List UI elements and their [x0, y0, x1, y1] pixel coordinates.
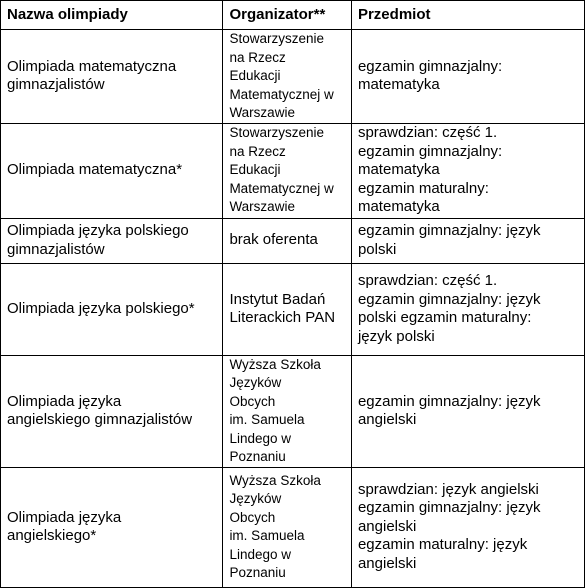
- organizer-cell: [223, 218, 352, 263]
- olympiad-name-cell-line: Olimpiada języka: [7, 392, 122, 410]
- organizer-cell-line: Obcych: [229, 393, 276, 409]
- organizer-cell-line: Poznaniu: [229, 449, 286, 464]
- organizer-cell-line: Matematycznej w: [229, 180, 334, 196]
- subject-cell-line: egzamin gimnazjalny: język: [357, 392, 541, 410]
- olympiad-name-cell-line: Olimpiada języka: [7, 508, 122, 526]
- organizer-cell: [223, 30, 352, 124]
- olympiad-name-cell: [1, 30, 223, 124]
- subject-cell-line: sprawdzian: język angielski: [357, 480, 539, 498]
- table-row: [1, 355, 585, 467]
- organizer-cell-line: Wyższa Szkoła: [229, 356, 321, 372]
- olympiad-name-cell-line: Olimpiada matematyczna: [7, 57, 177, 75]
- organizer-cell-line: Obcych: [229, 509, 276, 525]
- subject-cell-line: egzamin maturalny: język: [357, 536, 528, 554]
- organizer-cell-line: Instytut Badań: [229, 290, 326, 308]
- subject-cell-line: matematyka: [357, 161, 440, 179]
- subject-cell-line: sprawdzian: część 1.: [357, 124, 498, 142]
- organizer-cell: [223, 467, 352, 587]
- subject-cell-line: sprawdzian: część 1.: [357, 272, 498, 289]
- subject-cell-line: język polski: [357, 327, 435, 345]
- olympiad-name-cell: [1, 467, 223, 587]
- subject-cell-line: angielski: [357, 554, 417, 572]
- organizer-cell-line: Warszawie: [229, 199, 295, 215]
- subject-cell-line: egzamin gimnazjalny: język: [357, 499, 541, 517]
- organizer-cell-line: Stowarzyszenie: [229, 31, 324, 46]
- organizer-cell-line: na Rzecz: [229, 49, 286, 65]
- organizer-cell-line: Wyższa Szkoła: [229, 472, 321, 488]
- olympiad-name-cell-line: angielskiego gimnazjalistów: [7, 411, 193, 428]
- olympiad-name-cell: [1, 355, 223, 467]
- organizer-cell: [223, 123, 352, 218]
- organizer-cell-line: Edukacji: [229, 68, 281, 83]
- organizer-cell-line: Warszawie: [229, 105, 295, 120]
- organizer-cell-line: Matematycznej w: [229, 86, 334, 102]
- subject-cell: [351, 30, 584, 124]
- organizer-cell-line: Języków: [229, 491, 282, 506]
- organizer-cell-line: im. Samuela: [229, 528, 305, 543]
- subject-cell-line: egzamin gimnazjalny:: [357, 57, 503, 75]
- header-organizer: Organizator**: [223, 1, 352, 30]
- subject-cell-line: egzamin gimnazjalny:: [357, 142, 503, 160]
- organizer-cell-line: Lindego w: [229, 430, 291, 446]
- organizer-cell-line: Języków: [229, 375, 282, 390]
- subject-cell-line: egzamin maturalny:: [357, 179, 489, 197]
- subject-cell-line: polski egzamin maturalny:: [357, 309, 532, 326]
- olympiad-name-cell-line: gimnazjalistów: [7, 76, 105, 94]
- subject-cell-line: matematyka: [357, 76, 440, 94]
- organizer-cell-line: Lindego w: [229, 546, 291, 562]
- subject-cell: [351, 467, 584, 587]
- header-name: Nazwa olimpiady: [1, 1, 223, 30]
- table-row: [1, 467, 585, 587]
- organizer-cell-line: Literackich PAN: [229, 309, 336, 326]
- subject-cell: [351, 123, 584, 218]
- organizer-cell-line: na Rzecz: [229, 143, 286, 159]
- olympiad-name-cell-line: Olimpiada języka polskiego*: [7, 299, 195, 317]
- organizer-cell: [223, 355, 352, 467]
- organizer-cell-line: brak oferenta: [229, 231, 318, 249]
- subject-cell-line: angielski: [357, 411, 417, 428]
- table-row: [1, 218, 585, 263]
- subject-cell: [351, 263, 584, 355]
- olympiad-name-cell-line: gimnazjalistów: [7, 240, 105, 258]
- organizer-cell-line: Stowarzyszenie: [229, 125, 324, 141]
- table-row: [1, 123, 585, 218]
- olympiad-name-cell-line: Olimpiada języka polskiego: [7, 222, 189, 239]
- subject-cell-line: egzamin gimnazjalny: język: [357, 222, 541, 239]
- organizer-cell: [223, 263, 352, 355]
- olympiad-name-cell-line: angielskiego*: [7, 527, 97, 544]
- table-row: [1, 263, 585, 355]
- olympiad-name-cell: [1, 263, 223, 355]
- header-subject: Przedmiot: [351, 1, 584, 30]
- olympiad-name-cell: [1, 218, 223, 263]
- table-row: [1, 30, 585, 124]
- subject-cell: [351, 355, 584, 467]
- subject-cell-line: egzamin gimnazjalny: język: [357, 290, 541, 308]
- subject-cell-line: polski: [357, 240, 397, 258]
- header-row: [1, 1, 585, 30]
- subject-cell: [351, 218, 584, 263]
- subject-cell-line: angielski: [357, 517, 417, 535]
- organizer-cell-line: im. Samuela: [229, 412, 305, 427]
- subject-cell-line: matematyka: [357, 198, 440, 216]
- organizer-cell-line: Edukacji: [229, 162, 281, 178]
- olympiad-name-cell: [1, 123, 223, 218]
- organizer-cell-line: Poznaniu: [229, 565, 286, 580]
- olympiad-name-cell-line: Olimpiada matematyczna*: [7, 161, 183, 179]
